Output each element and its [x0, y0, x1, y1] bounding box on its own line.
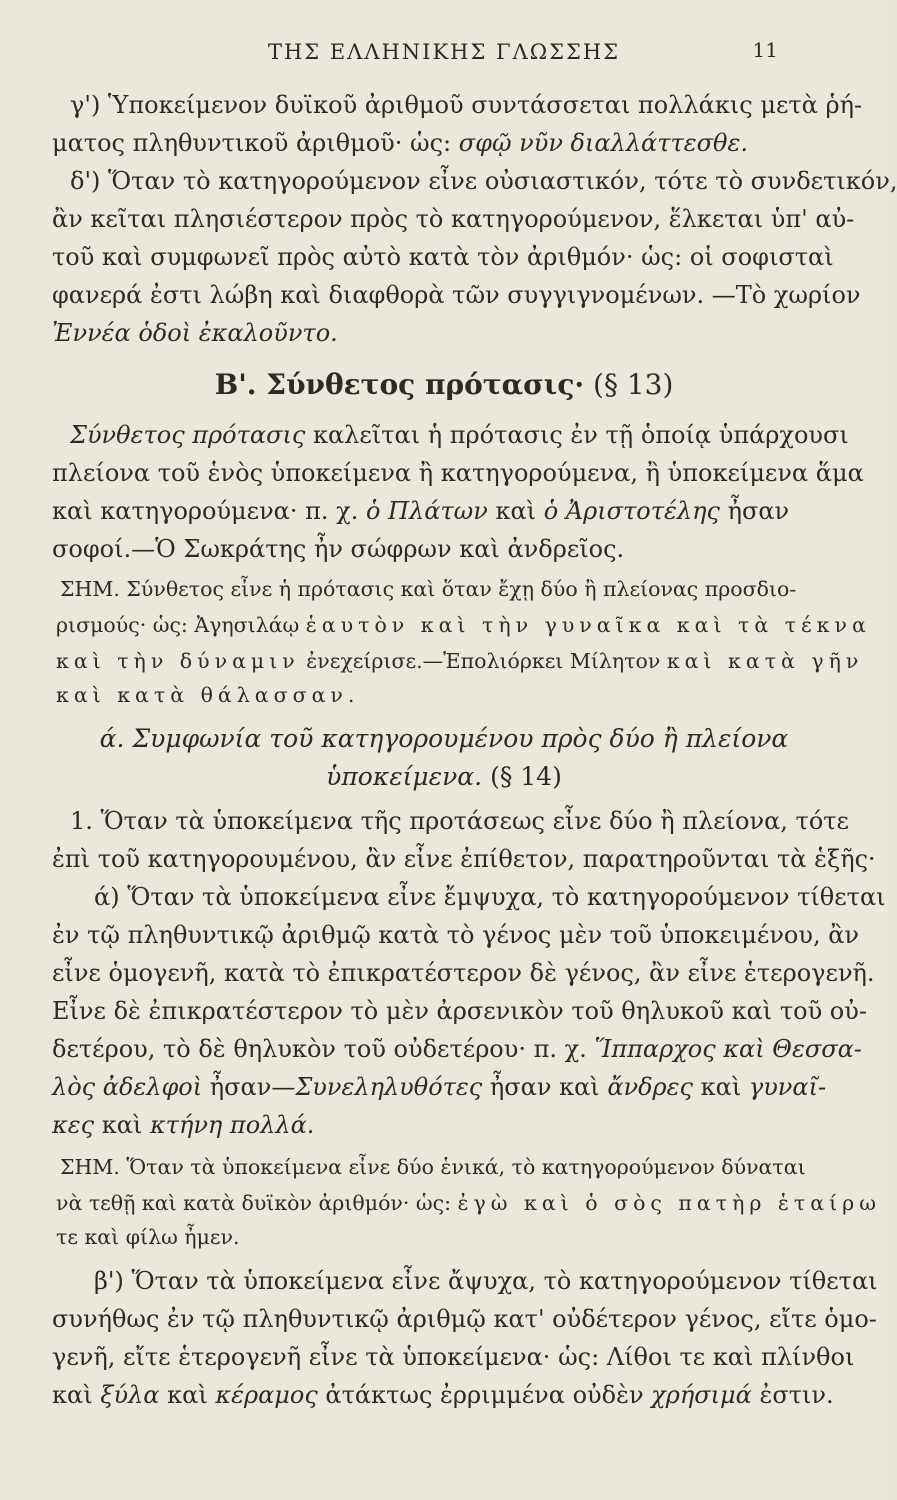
para-1b-line-3: γενῆ, εἴτε ἑτερογενῆ εἶνε τὰ ὑποκείμενα· ὡς: Λίθοι τε καὶ πλίνθοι [52, 1343, 855, 1371]
subsection-title-line-2 [0, 760, 888, 794]
section-heading [0, 368, 888, 402]
para-g-line-1: γ') Ὑποκείμενον δυϊκοῦ ἀριθμοῦ συντάσσεται πολλάκις μετὰ ῥή- [70, 91, 863, 119]
para-1b-line-4 [52, 1378, 834, 1412]
para-1-line-2: ἐπὶ τοῦ κατηγορουμένου, ἂν εἶνε ἐπίθετον, παρατηροῦνται τὰ ἑξῆς· [52, 845, 876, 873]
para-1-line-1: 1. Ὅταν τὰ ὑποκείμενα τῆς προτάσεως εἶνε δύο ἢ πλείονα, τότε [70, 807, 849, 835]
text-run: ρισμούς· ὡς: Ἀγησιλάῳ [56, 613, 306, 637]
example-text: ξύλα [100, 1381, 160, 1409]
text-run: καὶ [52, 1381, 101, 1409]
para-1a-line-7 [52, 1108, 818, 1142]
text-run: ἐνεχείρισε.—Ἐπολιόρκει Μίλητον [299, 649, 667, 673]
para-d-line-1: δ') Ὅταν τὸ κατηγορούμενον εἶνε οὐσιαστικόν, τότε τὸ συνδετικόν, [70, 167, 897, 195]
para-d-line-5: Ἐννέα ὁδοὶ ἐκαλοῦντο. [52, 319, 338, 347]
example-text: ὁ Πλάτων [365, 497, 488, 525]
spaced-emphasis: ἑαυτὸν καὶ τὴν γυναῖκα καὶ τὰ τέκνα [305, 613, 871, 637]
note-1-line-3 [56, 644, 864, 678]
spaced-emphasis: καὶ τὴν δύναμιν [56, 649, 300, 673]
para-1a-line-4: Εἶνε δὲ ἐπικρατέστερον τὸ μὲν ἀρσενικὸν τοῦ θηλυκοῦ καὶ τοῦ οὐ- [52, 997, 867, 1025]
note-1-line-1: ΣΗΜ. Σύνθετος εἶνε ἡ πρότασις καὶ ὅταν ἔχῃ δύο ἢ πλείονας προσδιο- [60, 577, 797, 601]
text-run: καὶ [487, 497, 544, 525]
text-run: ἀτάκτως ἐρριμμένα οὐδὲν [317, 1381, 652, 1409]
text-run: καὶ κατηγορούμενα· π. χ. [52, 497, 366, 525]
term-text: Σύνθετος πρότασις [70, 421, 306, 449]
para-1b-line-2: συνήθως ἐν τῷ πληθυντικῷ ἀριθμῷ κατ' οὐδέτερον γένος, εἴτε ὁμο- [52, 1305, 877, 1333]
note-2-line-2 [56, 1186, 881, 1220]
para-1a-line-2: ἐν τῷ πληθυντικῷ ἀριθμῷ κατὰ τὸ γένος μὲν τοῦ ὑποκειμένου, ἂν [52, 921, 859, 949]
example-text: σφῷ νῦν διαλλάττεσθε. [458, 129, 749, 157]
note-2-line-3: τε καὶ φίλω ἦμεν. [56, 1225, 240, 1249]
note-1-line-4: καὶ κατὰ θάλασσαν. [56, 683, 360, 707]
text-run: καὶ [159, 1381, 216, 1409]
example-text: λὸς ἀδελφοὶ [52, 1073, 203, 1101]
text-run: καὶ [693, 1073, 749, 1101]
example-text: κέραμος [215, 1381, 318, 1409]
example-text: κες [52, 1111, 95, 1139]
text-run: καὶ [94, 1111, 150, 1139]
para-synth-line-1 [70, 418, 849, 452]
para-synth-line-4: σοφοί.—Ὁ Σωκράτης ἦν σώφρων καὶ ἀνδρεῖος. [52, 535, 625, 563]
para-1a-line-6 [52, 1070, 827, 1104]
page-number: 11 [752, 38, 778, 62]
subsection-title-line-1: ά. Συμφωνία τοῦ κατηγορουμένου πρὸς δύο ἢ πλείονα [99, 724, 789, 753]
text-run: νὰ τεθῇ καὶ κατὰ δυϊκὸν ἀριθμόν· ὡς: [56, 1191, 458, 1215]
example-text: ἄνδρες [607, 1073, 693, 1101]
para-d-line-3: τοῦ καὶ συμφωνεῖ πρὸς αὐτὸ κατὰ τὸν ἀριθμόν· ὡς: οἱ σοφισταὶ [52, 243, 834, 271]
para-1a-line-5 [52, 1032, 862, 1066]
para-1a-line-3: εἶνε ὁμογενῆ, κατὰ τὸ ἐπικρατέστερον δὲ γένος, ἂν εἶνε ἑτερογενῆ. [52, 959, 875, 987]
spaced-emphasis: ἐγὼ καὶ ὁ σὸς πατὴρ ἑταίρω [457, 1191, 881, 1215]
example-text: ὁ Ἀριστοτέλης [543, 497, 720, 525]
para-synth-line-2: πλείονα τοῦ ἑνὸς ὑποκείμενα ἢ κατηγορούμενα, ἢ ὑποκείμενα ἅμα [52, 459, 864, 487]
example-text: χρήσιμά [651, 1381, 752, 1409]
example-text: κτήνη πολλά. [149, 1111, 315, 1139]
text-run: ἐστιν. [751, 1381, 834, 1409]
text-run: ἦσαν [719, 497, 790, 525]
text-run: ἦσαν— [202, 1073, 296, 1101]
section-ref: (§ 13) [593, 368, 674, 401]
para-d-line-4: φανερά ἐστι λώβη καὶ διαφθορὰ τῶν συγγιγνομένων. —Τὸ χωρίον [52, 281, 861, 309]
spaced-emphasis: καὶ κατὰ γῆν [666, 649, 864, 673]
para-g-line-2 [52, 126, 818, 160]
section-ref: (§ 14) [482, 762, 562, 791]
example-text: Συνεληλυθότες [295, 1073, 483, 1101]
example-text: Ἵππαρχος καὶ Θεσσα- [594, 1035, 862, 1063]
example-text: γυναῖ- [748, 1073, 827, 1101]
text-run: ἦσαν καὶ [482, 1073, 608, 1101]
para-synth-line-3 [52, 494, 818, 528]
note-2-line-1: ΣΗΜ. Ὅταν τὰ ὑποκείμενα εἶνε δύο ἑνικά, τὸ κατηγορούμενον δύναται [60, 1155, 806, 1179]
para-1a-line-1: ά) Ὅταν τὰ ὑποκείμενα εἶνε ἔμψυχα, τὸ κατηγορούμενον τίθεται [94, 883, 886, 911]
text-run: ματος πληθυντικοῦ ἀριθμοῦ· ὡς: [52, 129, 459, 157]
text-run: δετέρου, τὸ δὲ θηλυκὸν τοῦ οὐδετέρου· π. χ. [52, 1035, 595, 1063]
section-title: Β'. Σύνθετος πρότασις· [214, 368, 585, 401]
note-1-line-2 [56, 608, 871, 642]
para-d-line-2: ἂν κεῖται πλησιέστερον πρὸς τὸ κατηγορούμενον, ἕλκεται ὑπ' αὐ- [52, 205, 855, 233]
subsection-title-text: ὑποκείμενα. [326, 762, 483, 791]
para-1b-line-1: β') Ὅταν τὰ ὑποκείμενα εἶνε ἄψυχα, τὸ κατηγορούμενον τίθεται [94, 1267, 878, 1295]
text-run: καλεῖται ἡ πρότασις ἐν τῇ ὁποίᾳ ὑπάρχουσι [305, 421, 849, 449]
running-title: ΤΗΣ ΕΛΛΗΝΙΚΗΣ ΓΛΩΣΣΗΣ [267, 40, 621, 64]
